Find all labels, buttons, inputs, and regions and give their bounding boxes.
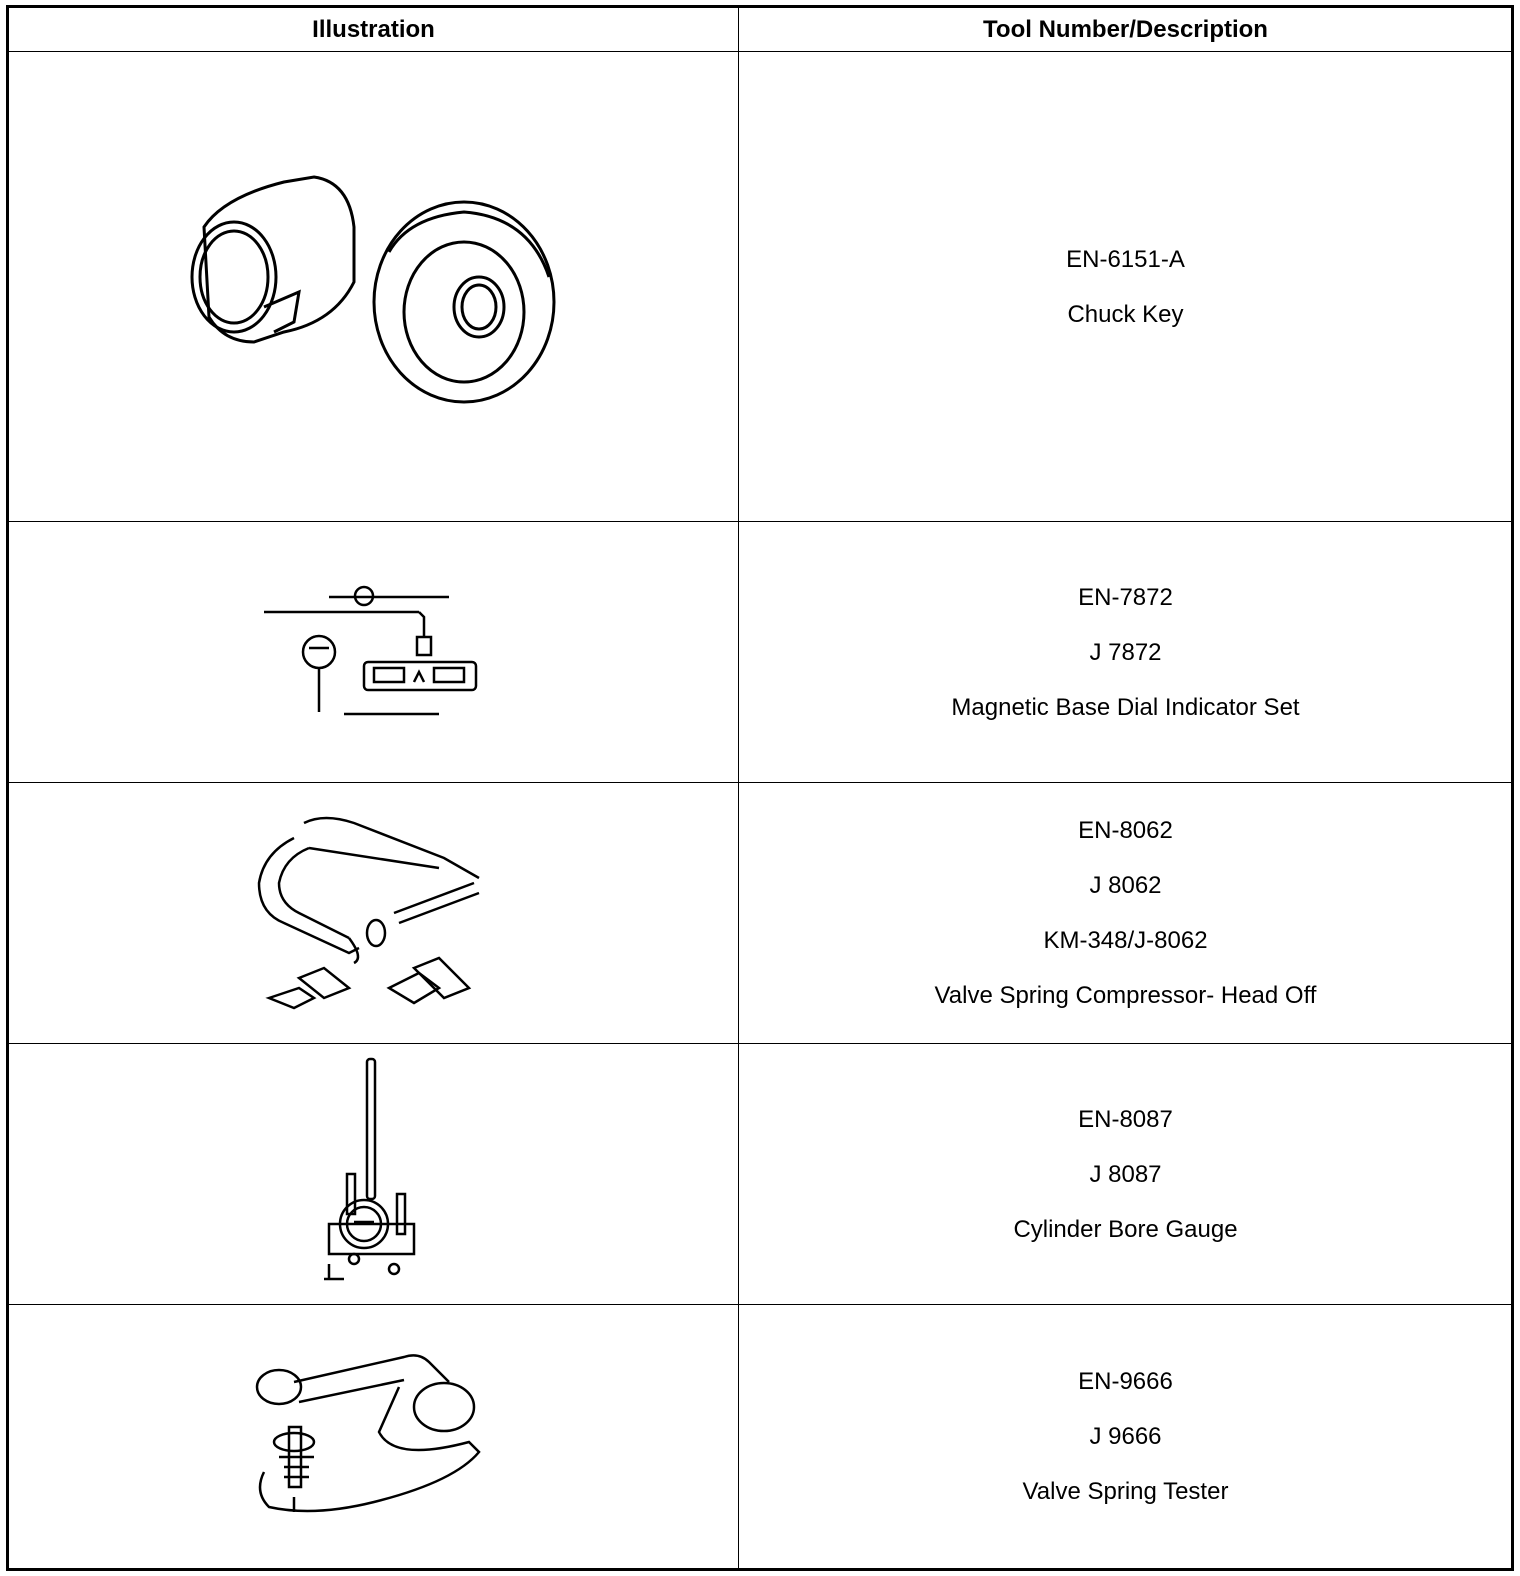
table-row [9, 52, 1511, 522]
valve-spring-tester-illustration [9, 1305, 738, 1568]
tool-alt-number: J 8062 [1089, 872, 1162, 899]
cylinder-bore-gauge-illustration [9, 1044, 738, 1304]
table-header-row [9, 8, 1511, 52]
tool-alt-number: J 8087 [1089, 1160, 1162, 1188]
tool-number: EN-9666 [1078, 1368, 1173, 1395]
header-tool-description: Tool Number/Description [983, 15, 1268, 43]
dial-indicator-set-illustration [9, 522, 738, 782]
tool-number: EN-6151-A [1066, 245, 1185, 273]
tool-name: Magnetic Base Dial Indicator Set [951, 693, 1300, 721]
tool-table [6, 5, 1514, 1571]
table-row [9, 1305, 1511, 1568]
tool-alt-number: J 9666 [1089, 1423, 1162, 1450]
tool-description [740, 1305, 1511, 1568]
table-row [9, 783, 1511, 1044]
table-row [9, 1044, 1511, 1305]
tool-number: EN-7872 [1078, 583, 1173, 611]
tool-name: Valve Spring Compressor- Head Off [934, 982, 1317, 1009]
tool-name: Cylinder Bore Gauge [1013, 1215, 1238, 1243]
table-row [9, 522, 1511, 783]
tool-name: Valve Spring Tester [1022, 1478, 1229, 1505]
tool-description [740, 52, 1511, 521]
tool-description [740, 783, 1511, 1043]
tool-description [740, 1044, 1511, 1304]
tool-alt-number-2: KM-348/J-8062 [1043, 927, 1208, 954]
tool-name: Chuck Key [1067, 300, 1184, 328]
chuck-key-illustration [9, 52, 738, 521]
tool-number: EN-8087 [1078, 1105, 1173, 1133]
tool-description [740, 522, 1511, 782]
header-illustration: Illustration [312, 15, 435, 43]
valve-spring-compressor-illustration [9, 783, 738, 1043]
tool-number: EN-8062 [1078, 817, 1173, 844]
tool-alt-number: J 7872 [1089, 638, 1162, 666]
